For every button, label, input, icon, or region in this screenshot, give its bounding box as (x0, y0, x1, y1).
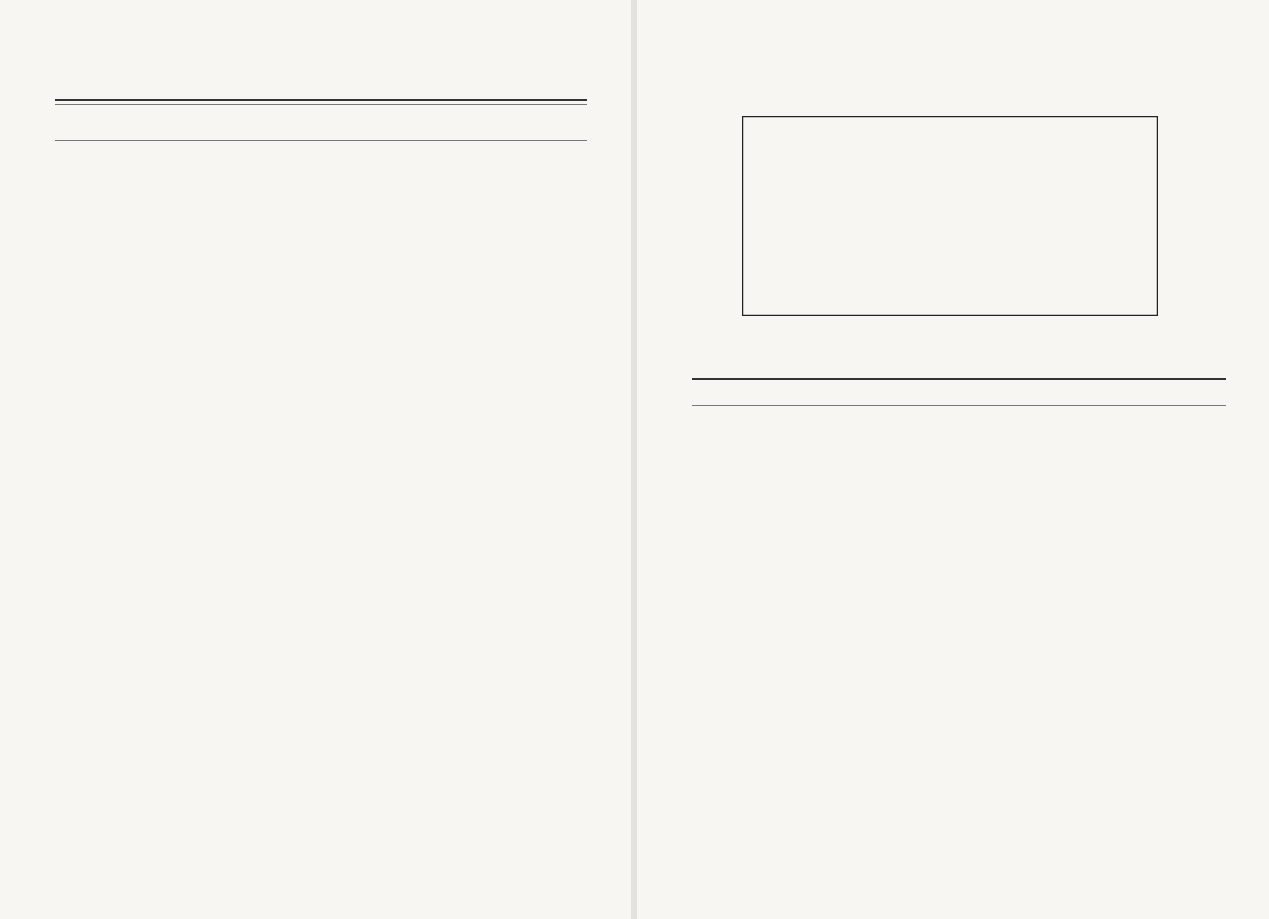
casualties-header-rule (692, 405, 1226, 406)
header-rule (55, 140, 587, 141)
casualties-rule (692, 378, 1226, 380)
road-accidents-chart (742, 116, 1158, 316)
chart-frame (743, 117, 1158, 316)
book-gutter (631, 0, 637, 919)
title-rule-thin (55, 104, 587, 105)
left-page (0, 0, 633, 919)
title-rule (55, 99, 587, 101)
